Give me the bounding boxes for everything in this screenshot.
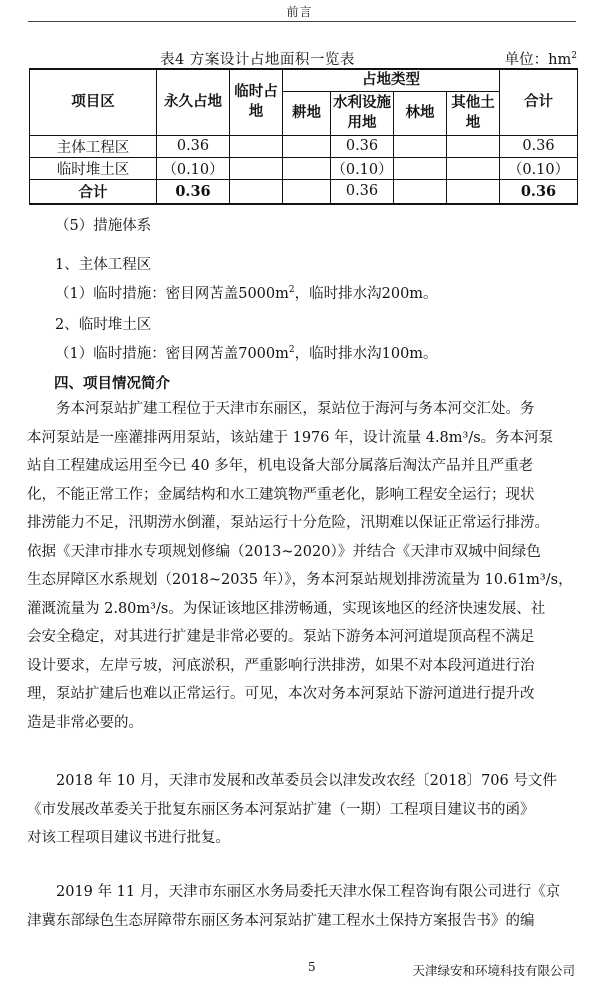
cell-other [447,135,500,157]
paragraph-line: 理，泵站扩建后也难以正常运行。可见，本次对务本河泵站下游河道进行提升改 [27,686,535,702]
page-header-title: 前言 [286,5,313,19]
cell-other [447,157,500,179]
paragraph-line: 化，不能正常工作；金属结构和水工建筑物严重老化，影响工程安全运行；现状 [27,486,535,503]
land-area-table [29,68,578,205]
paragraph-line: 本河泵站是一座灌排两用泵站，该站建于 1976 年，设计流量 4.8m³/s。务本河泵 [27,429,554,446]
paragraph-3 [27,878,575,935]
measure-item2-text [55,342,438,363]
measure-item1-sup: 2 [288,285,295,296]
paragraph-line: 务本河泵站扩建工程位于天津市东丽区，泵站位于海河与务本河交汇处。务 [27,401,535,417]
cell-water: （0.10） [331,157,394,179]
cell-water: 0.36 [331,179,394,204]
unit-sup: 2 [571,51,577,62]
cell-other [447,179,500,204]
unit-value: hm [548,52,572,68]
measure-item1-text-a: （1）临时措施：密目网苫盖5000m [55,286,289,302]
cell-farmland [283,157,331,179]
paragraph-line: 2019 年 11 月，天津市东丽区水务局委托天津水保工程咨询有限公司进行《京 [27,884,561,900]
header-forest: 林地 [394,91,447,135]
paragraph-line: 会安全稳定，对其进行扩建是非常必要的。泵站下游务本河河道堤顶高程不满足 [27,629,535,645]
section-heading: 四、项目情况简介 [54,375,170,392]
cell-total: （0.10） [500,157,578,179]
header-farmland: 耕地 [283,91,331,135]
paragraph-line: 2018 年 10 月，天津市发展和改革委员会以津发改农经〔2018〕706 号文件 [27,773,557,789]
cell-name: 合计 [30,179,157,204]
measure-item2-sup: 2 [288,345,295,356]
cell-name: 临时堆土区 [30,157,157,179]
unit-label: 单位： [504,52,549,68]
header-land-type: 占地类型 [283,69,500,91]
paragraph-line: 《市发展改革委关于批复东丽区务本河泵站扩建（一期）工程项目建议书的函》 [27,801,535,818]
cell-total: 0.36 [500,135,578,157]
header-total: 合计 [500,69,578,135]
cell-forest [394,179,447,204]
measure-item1-text-b: ，临时排水沟200m。 [294,286,438,302]
cell-farmland [283,135,331,157]
measure-item1-title: 1、主体工程区 [55,257,152,273]
measures-heading: （5）措施体系 [55,218,152,234]
table-row [30,157,578,179]
paragraph-line: 依据《天津市排水专项规划修编（2013~2020）》并结合《天津市双城中间绿色 [27,543,541,560]
cell-farmland [283,179,331,204]
table-row-total [30,179,578,204]
cell-water: 0.36 [331,135,394,157]
cell-permanent: 0.36 [157,135,230,157]
paragraph-line: 站自工程建成运用至今已 40 多年，机电设备大部分属落后淘汰产品并且严重老 [27,458,534,474]
footer-company: 天津绿安和环境科技有限公司 [412,963,575,978]
cell-name: 主体工程区 [30,135,157,157]
header-permanent: 永久占地 [157,69,230,135]
paragraph-1 [27,395,575,737]
cell-forest [394,157,447,179]
header-other: 其他土地 [447,91,500,135]
measure-item2-text-b: ，临时排水沟100m。 [294,346,438,362]
header-rule [28,21,576,22]
measure-item2-text-a: （1）临时措施：密目网苫盖7000m [55,346,289,362]
paragraph-line: 设计要求，左岸亏坡，河底淤积，严重影响行洪排涝，如果不对本段河道进行治 [27,657,535,674]
paragraph-line: 津冀东部绿色生态屏障带东丽区务本河泵站扩建工程水土保持方案报告书》的编 [27,912,535,929]
cell-temporary [230,179,283,204]
measure-item2-title: 2、临时堆土区 [55,317,152,333]
paragraph-line: 对该工程项目建议书进行批复。 [27,830,230,846]
table-caption: 表4 方案设计占地面积一览表 [160,52,355,68]
header-project: 项目区 [30,69,157,135]
paragraph-line: 灌溉流量为 2.80m³/s。为保证该地区排涝畅通，实现该地区的经济快速发展、社 [27,600,546,617]
measure-item1-text [55,282,438,303]
cell-permanent: （0.10） [157,157,230,179]
cell-forest [394,135,447,157]
table-row [30,135,578,157]
table-unit [505,48,577,69]
cell-temporary [230,157,283,179]
paragraph-line: 排涝能力不足，汛期涝水倒灌，泵站运行十分危险，汛期难以保证正常运行排涝。 [27,515,549,531]
paragraph-line: 造是非常必要的。 [27,714,143,731]
cell-permanent: 0.36 [157,179,230,204]
cell-total: 0.36 [500,179,578,204]
cell-temporary [230,135,283,157]
page-number: 5 [308,960,316,974]
paragraph-line: 生态屏障区水系规划（2018~2035 年）》，务本河泵站规划排涝流量为 10.61m³/s， [27,572,573,588]
header-temporary: 临时占地 [230,69,283,135]
header-water: 水利设施用地 [331,91,394,135]
paragraph-2 [27,767,575,853]
